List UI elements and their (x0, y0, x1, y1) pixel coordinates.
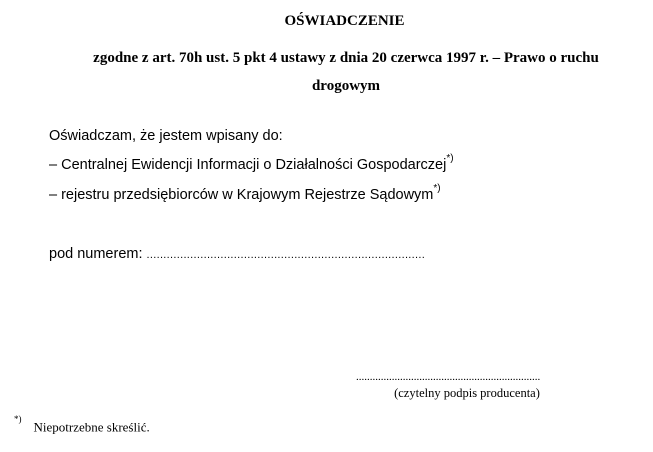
registration-number-label: pod numerem: (49, 246, 143, 262)
registration-number-blank: ................................................................................... (146, 249, 426, 261)
signature-caption: (czytelny podpis producenta) (394, 386, 540, 400)
declaration-item-krs (49, 185, 441, 205)
footnote-mark: *) (14, 414, 22, 424)
footnote-marker: *) (433, 183, 441, 195)
declaration-item-text: – Centralnej Ewidencji Informacji o Działalności Gospodarczej (49, 157, 447, 173)
declaration-item-ceidg (49, 155, 454, 175)
footnote-text: Niepotrzebne skreślić. (33, 419, 150, 435)
registration-number-line (49, 244, 425, 265)
document-title: OŚWIADCZENIE (284, 13, 405, 29)
footnote-marker: *) (446, 153, 454, 165)
declaration-intro: Oświadczam, że jestem wpisany do: (49, 128, 283, 144)
document-subtitle: zgodne z art. 70h ust. 5 pkt 4 ustawy z dnia 20 czerwca 1997 r. – Prawo o ruchu drogowym (93, 50, 599, 94)
declaration-item-text: – rejestru przedsiębiorców w Krajowym Rejestrze Sądowym (49, 187, 434, 203)
signature-blank: ................................................................... (356, 371, 541, 383)
footnote (14, 414, 150, 436)
